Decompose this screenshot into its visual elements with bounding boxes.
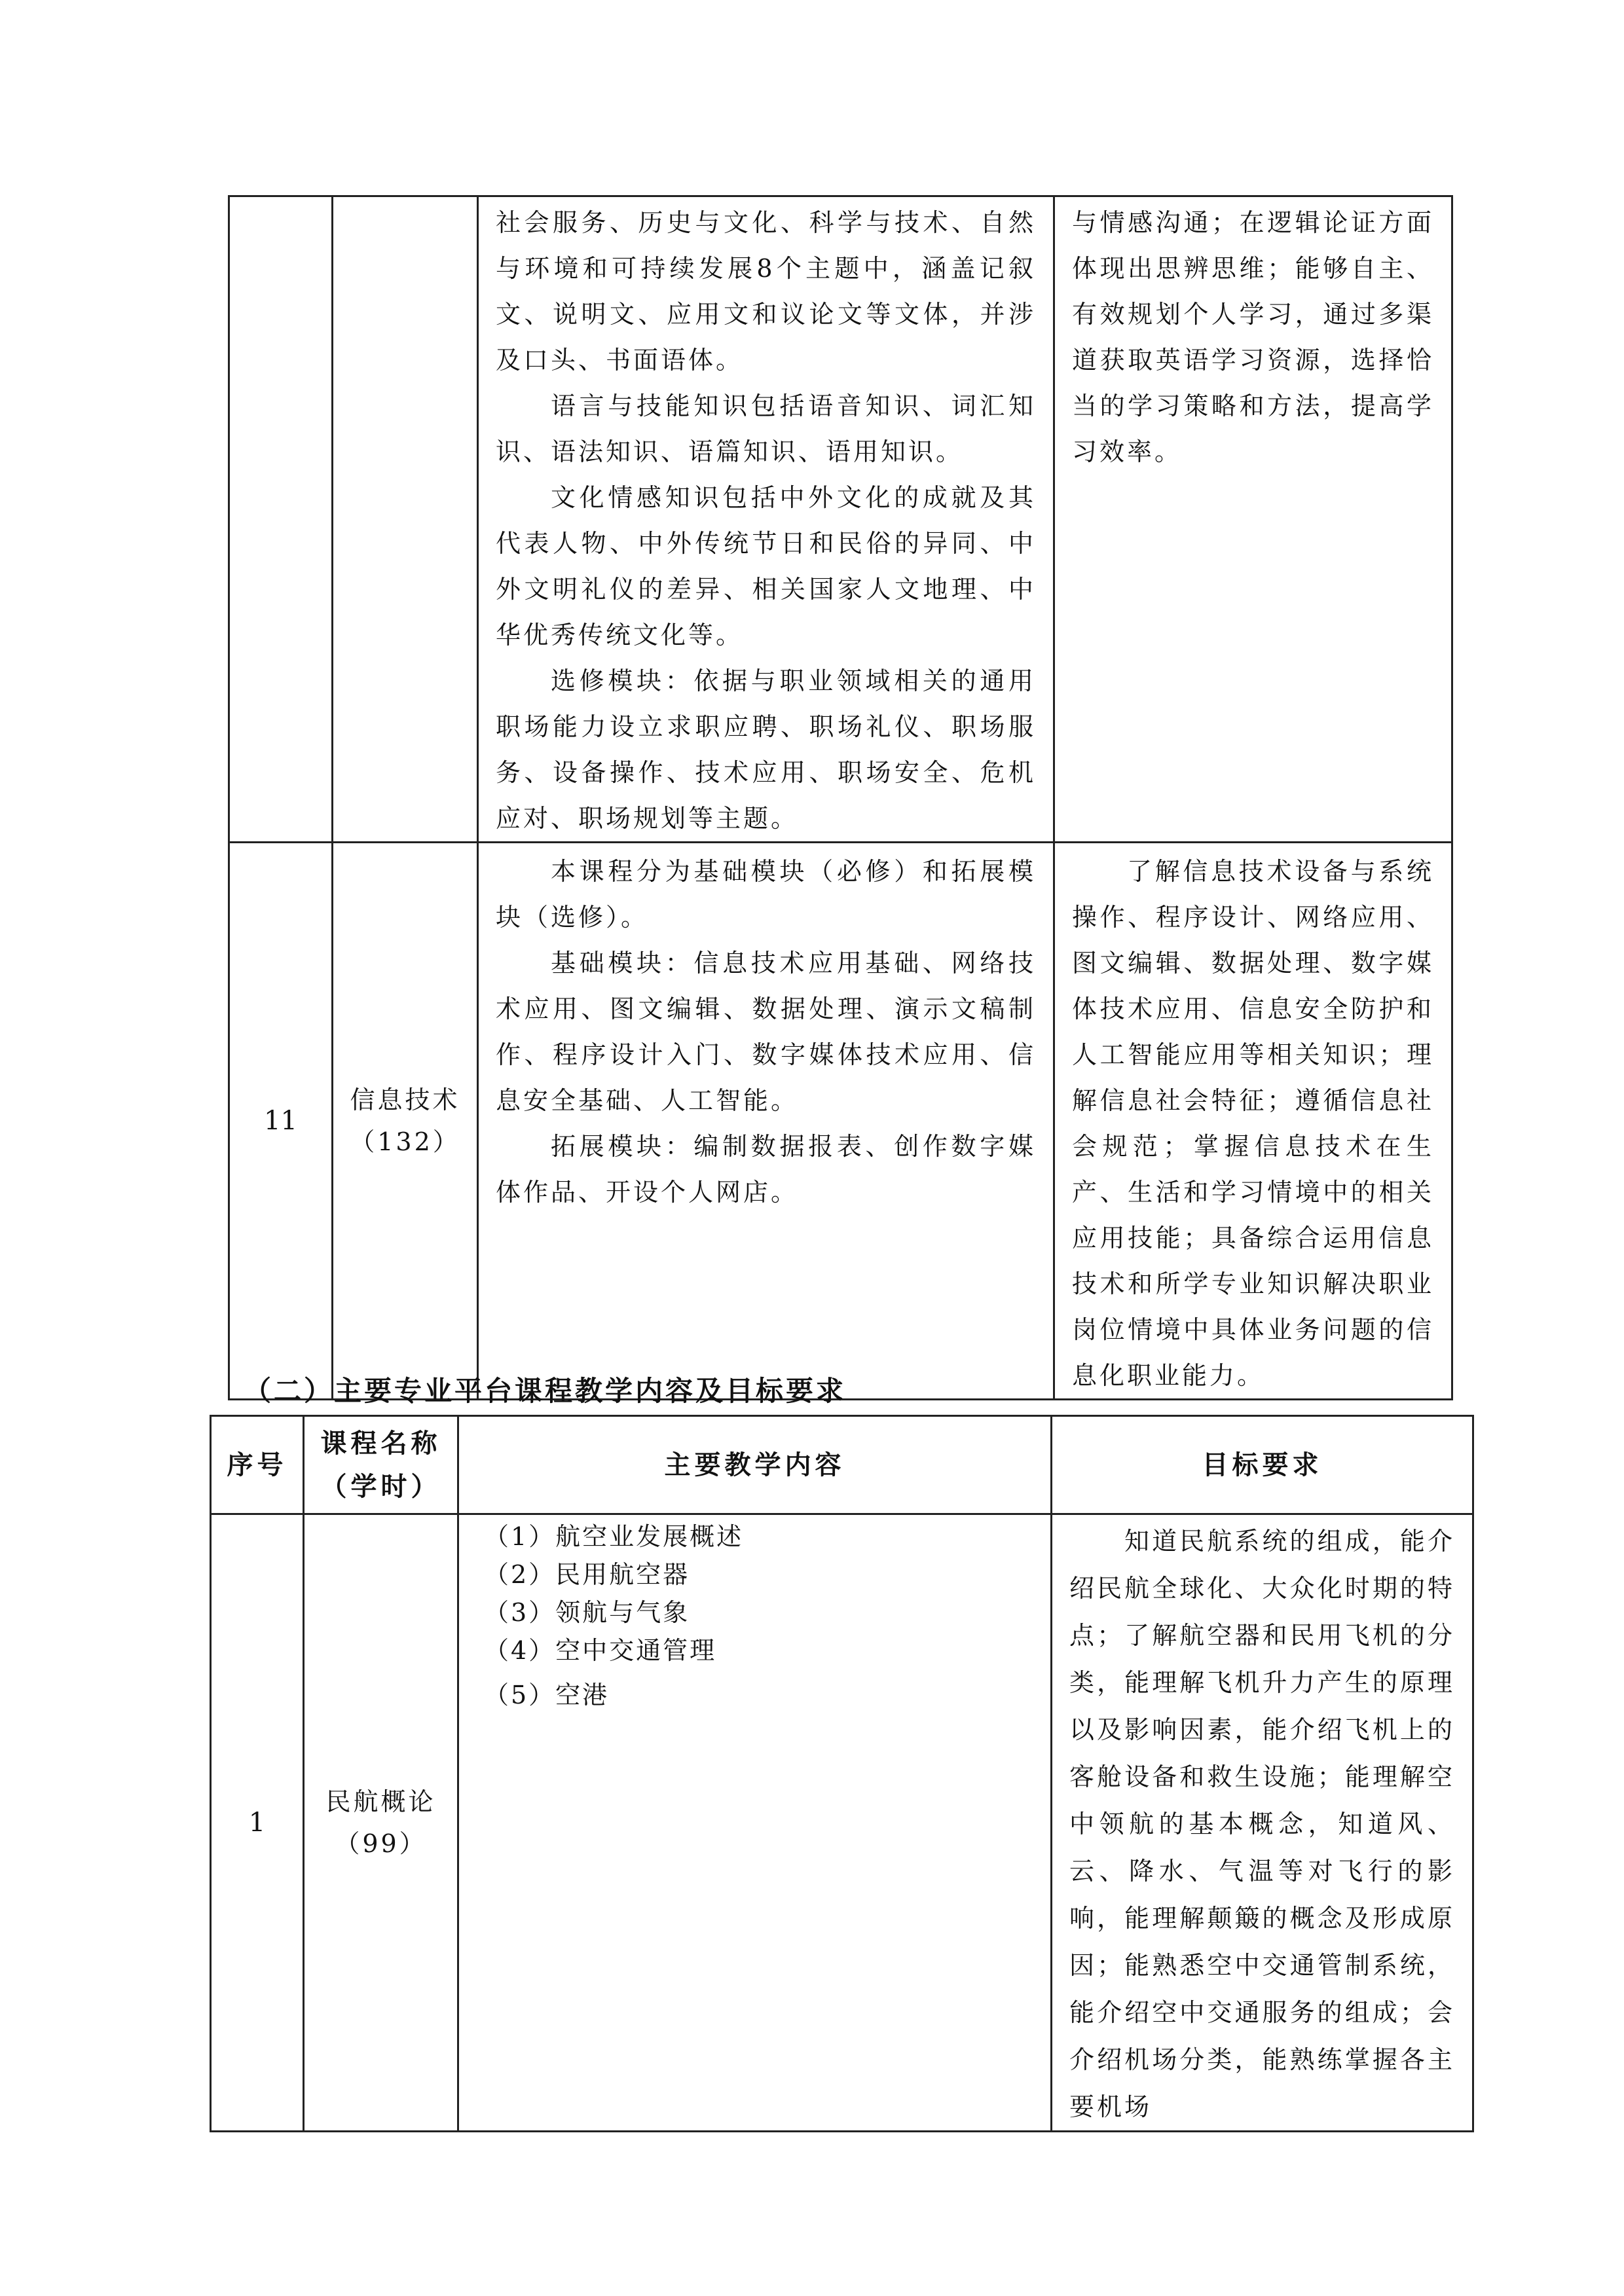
section-heading: （二）主要专业平台课程教学内容及目标要求 — [244, 1375, 847, 1407]
content-paragraph: 基础模块：信息技术应用基础、网络技术应用、图文编辑、数据处理、演示文稿制作、程序设计入门、数字媒体技术应用、信息安全基础、人工智能。 — [496, 949, 1036, 1115]
content-paragraph: 本课程分为基础模块（必修）和拓展模块（选修）。 — [496, 857, 1036, 932]
header-course-line2: （学时） — [320, 1470, 441, 1502]
content-paragraph: 拓展模块：编制数据报表、创作数字媒体作品、开设个人网店。 — [496, 1132, 1036, 1207]
header-goal: 目标要求 — [1052, 1416, 1473, 1514]
course-name-cell — [333, 196, 478, 843]
goal-cell — [1054, 843, 1452, 1400]
list-item: （3）领航与气象 — [484, 1598, 690, 1627]
index-cell: 11 — [229, 843, 333, 1400]
goal-cell — [1054, 196, 1452, 843]
goal-paragraph: 知道民航系统的组成，能介绍民航全球化、大众化时期的特点；了解航空器和民用飞机的分类，能理解飞机升力产生的原理以及影响因素，能介绍飞机上的客舱设备和救生设施；能理解空中领航的基本概念，知道风、云、降水、气温等对飞行的影响，能理解颠簸的概念及形成原因；能熟悉空中交通管制系统，能介绍空中交通服务的组成；会介绍机场分类，能熟练掌握各主要机场 — [1069, 1527, 1455, 2121]
content-cell — [478, 843, 1054, 1400]
course-name-cell — [333, 843, 478, 1400]
table-row — [211, 1514, 1473, 2132]
list-item: （2）民用航空器 — [484, 1560, 690, 1589]
goal-paragraph: 了解信息技术设备与系统操作、程序设计、网络应用、图文编辑、数据处理、数字媒体技术应用、信息安全防护和人工智能应用等相关知识；理解信息社会特征；遵循信息社会规范；掌握信息技术在生产、生活和学习情境中的相关应用技能；具备综合运用信息技术和所学专业知识解决职业岗位情境中具体业务问题的信息化职业能力。 — [1072, 857, 1434, 1390]
table-row — [229, 196, 1452, 843]
list-item: （4）空中交通管理 — [484, 1636, 717, 1665]
header-index: 序号 — [211, 1416, 304, 1514]
course-table-continued — [228, 195, 1453, 1400]
list-item: （1）航空业发展概述 — [484, 1522, 744, 1551]
content-paragraph: 文化情感知识包括中外文化的成就及其代表人物、中外传统节日和民俗的异同、中外文明礼仪的差异、相关国家人文地理、中华优秀传统文化等。 — [496, 483, 1036, 649]
course-name: 民航概论 — [325, 1787, 436, 1816]
goal-paragraph: 与情感沟通；在逻辑论证方面体现出思辨思维；能够自主、有效规划个人学习，通过多渠道获取英语学习资源，选择恰当的学习策略和方法，提高学习效率。 — [1072, 208, 1434, 466]
table-header-row — [211, 1416, 1473, 1514]
course-name: 信息技术 — [350, 1085, 460, 1114]
header-course-name — [304, 1416, 458, 1514]
table-row — [229, 843, 1452, 1400]
course-name-cell — [304, 1514, 458, 2132]
content-cell — [458, 1514, 1052, 2132]
goal-cell — [1052, 1514, 1473, 2132]
list-item: （5）空港 — [484, 1681, 610, 1709]
content-paragraph: 语言与技能知识包括语音知识、词汇知识、语法知识、语篇知识、语用知识。 — [496, 392, 1036, 466]
content-paragraph: 选修模块：依据与职业领域相关的通用职场能力设立求职应聘、职场礼仪、职场服务、设备操作、技术应用、职场安全、危机应对、职场规划等主题。 — [496, 666, 1036, 833]
course-hours: （132） — [350, 1127, 460, 1156]
content-paragraph: 社会服务、历史与文化、科学与技术、自然与环境和可持续发展8个主题中，涵盖记叙文、说明文、应用文和议论文等文体，并涉及口头、书面语体。 — [496, 208, 1036, 374]
header-course-line1: 课程名称 — [320, 1427, 441, 1459]
content-cell — [478, 196, 1054, 843]
platform-course-table — [210, 1415, 1474, 2132]
header-content: 主要教学内容 — [458, 1416, 1052, 1514]
index-cell: 1 — [211, 1514, 304, 2132]
course-hours: （99） — [335, 1829, 427, 1858]
index-cell — [229, 196, 333, 843]
